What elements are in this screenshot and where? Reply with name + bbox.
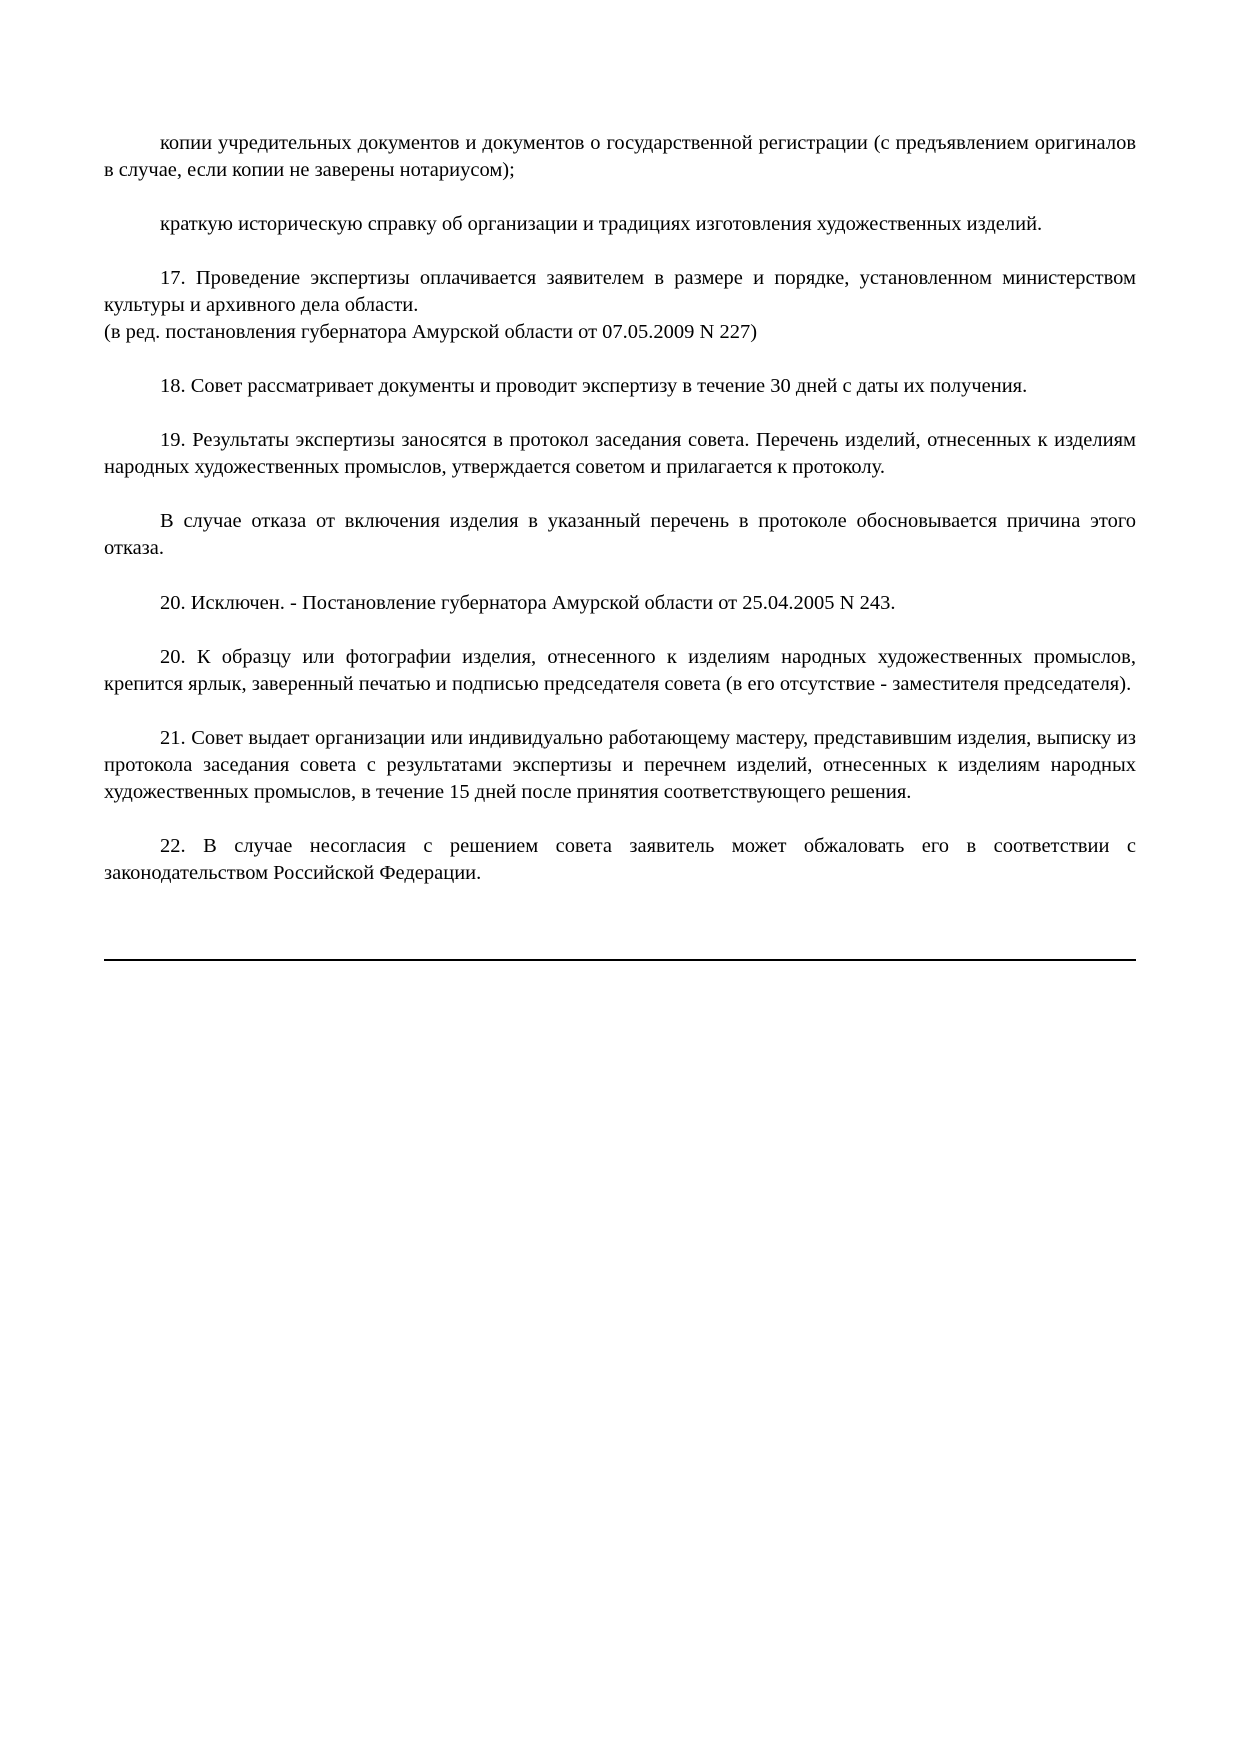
paragraph: 20. Исключен. - Постановление губернатора Амурской области от 25.04.2005 N 243.	[160, 591, 896, 614]
paragraph: копии учредительных документов и документов о государственной регистрации (с предъявлением оригиналов в случае, если копии не заверены нотариусом);	[104, 132, 1136, 182]
paragraph: 20. К образцу или фотографии изделия, отнесенного к изделиям народных художественных промыслов, крепится ярлык, заверенный печатью и подписью председателя совета (в его отсутствие - заместителя председателя).	[104, 645, 1136, 695]
paragraph-edit-note: (в ред. постановления губернатора Амурской области от 07.05.2009 N 227)	[104, 321, 758, 344]
paragraph: 22. В случае несогласия с решением совета заявитель может обжаловать его в соответствии с законодательством Российской Федерации.	[104, 834, 1136, 884]
paragraph: В случае отказа от включения изделия в указанный перечень в протоколе обосновывается причина этого отказа.	[104, 510, 1136, 560]
paragraph: 18. Совет рассматривает документы и проводит экспертизу в течение 30 дней с даты их получения.	[160, 375, 1028, 398]
paragraph: 21. Совет выдает организации или индивидуально работающему мастеру, представившим изделия, выписку из протокола заседания совета с результатами экспертизы и перечнем изделий, отнесенных к изделиям народных художественных промыслов, в течение 15 дней после принятия соответствующего решения.	[104, 726, 1136, 803]
horizontal-divider	[104, 959, 1136, 961]
document-body	[104, 130, 1136, 887]
paragraph: краткую историческую справку об организации и традициях изготовления художественных изделий.	[160, 213, 1043, 236]
paragraph: 19. Результаты экспертизы заносятся в протокол заседания совета. Перечень изделий, отнесенных к изделиям народных художественных промыслов, утверждается советом и прилагается к протоколу.	[104, 429, 1136, 479]
paragraph: 17. Проведение экспертизы оплачивается заявителем в размере и порядке, установленном министерством культуры и архивного дела области.	[104, 267, 1136, 317]
